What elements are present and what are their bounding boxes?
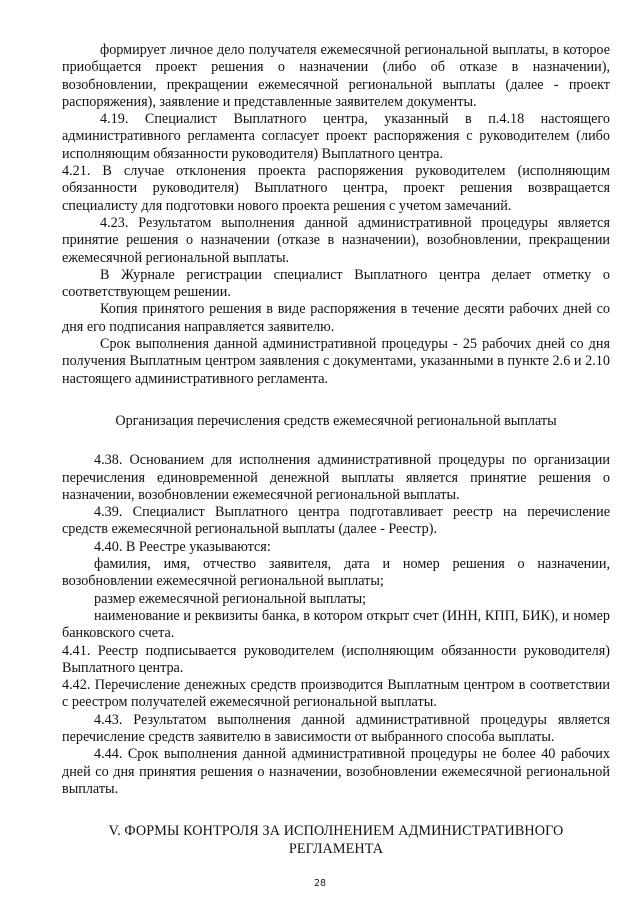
page-number: 28 xyxy=(313,878,327,889)
paragraph-copy-decision: Копия принятого решения в виде распоряжения в течение десяти рабочих дней со дня его подписания направляется заявителю. xyxy=(62,301,610,335)
section-title xyxy=(62,822,610,858)
paragraph-4-23: 4.23. Результатом выполнения данной административной процедуры является принятие решения о назначении (отказе в назначении), возобновлении, прекращении ежемесячной региональной выплаты. xyxy=(62,214,610,266)
paragraph-4-43: 4.43. Результатом выполнения данной административной процедуры является перечисление средств заявителю в зависимости от выбранного способа выплаты. xyxy=(62,711,610,745)
paragraph-4-42: 4.42. Перечисление денежных средств производится Выплатным центром в соответствии с реестром получателей ежемесячной региональной выплаты. xyxy=(62,677,610,711)
section-title-line1: V. ФОРМЫ КОНТРОЛЯ ЗА ИСПОЛНЕНИЕМ АДМИНИСТРАТИВНОГО xyxy=(108,823,564,840)
paragraph-4-39: 4.39. Специалист Выплатного центра подготавливает реестр на перечисление средств ежемесячной региональной выплаты (далее - Реестр). xyxy=(62,504,610,538)
paragraph-registry-amount: размер ежемесячной региональной выплаты; xyxy=(94,590,367,607)
paragraph-registry-bank: наименование и реквизиты банка, в котором открыт счет (ИНН, КПП, БИК), и номер банковского счета. xyxy=(62,607,610,642)
paragraph-registry-name: фамилия, имя, отчество заявителя, дата и номер решения о назначении, возобновлении ежемесячной региональной выплаты; xyxy=(62,556,610,590)
paragraph-4-41: 4.41. Реестр подписывается руководителем (исполняющим обязанности руководителя) Выплатного центра. xyxy=(62,642,610,676)
section-title-line2: РЕГЛАМЕНТА xyxy=(288,841,384,858)
paragraph-4-40: 4.40. В Реестре указываются: xyxy=(94,538,271,555)
subheading-transfer: Организация перечисления средств ежемесячной региональной выплаты xyxy=(115,412,557,429)
paragraph-4-38: 4.38. Основанием для исполнения административной процедуры по организации перечисления единовременной денежной выплаты является принятие решения о назначении, возобновлении ежемесячной региональной выплаты. xyxy=(62,452,610,503)
paragraph-personal-file: формирует личное дело получателя ежемесячной региональной выплаты, в которое приобщается проект решения о назначении (либо об отказе в назначении), возобновлении, прекращении ежемесячной региональной выплаты (далее - проект распоряжения), заявление и представленные заявителем документы. xyxy=(62,42,610,110)
document-page xyxy=(62,42,610,858)
paragraph-4-21: 4.21. В случае отклонения проекта распоряжения руководителем (исполняющим обязанности руководителя) Выплатного центра, проект решения возвращается специалисту для подготовки нового проекта решения с учетом замечаний. xyxy=(62,163,610,214)
paragraph-deadline-25: Срок выполнения данной административной процедуры - 25 рабочих дней со дня получения Выплатным центром заявления с документами, указанными в пункте 2.6 и 2.10 настоящего административного регламента. xyxy=(62,336,610,387)
paragraph-journal: В Журнале регистрации специалист Выплатного центра делает отметку о соответствующем решении. xyxy=(62,266,610,301)
paragraph-4-44: 4.44. Срок выполнения данной административной процедуры не более 40 рабочих дней со дня принятия решения о назначении, возобновлении ежемесячной региональной выплаты. xyxy=(62,746,610,797)
paragraph-4-19: 4.19. Специалист Выплатного центра, указанный в п.4.18 настоящего административного регламента согласует проект распоряжения с руководителем (либо исполняющим обязанности руководителя) Выплатного центра. xyxy=(62,111,610,162)
